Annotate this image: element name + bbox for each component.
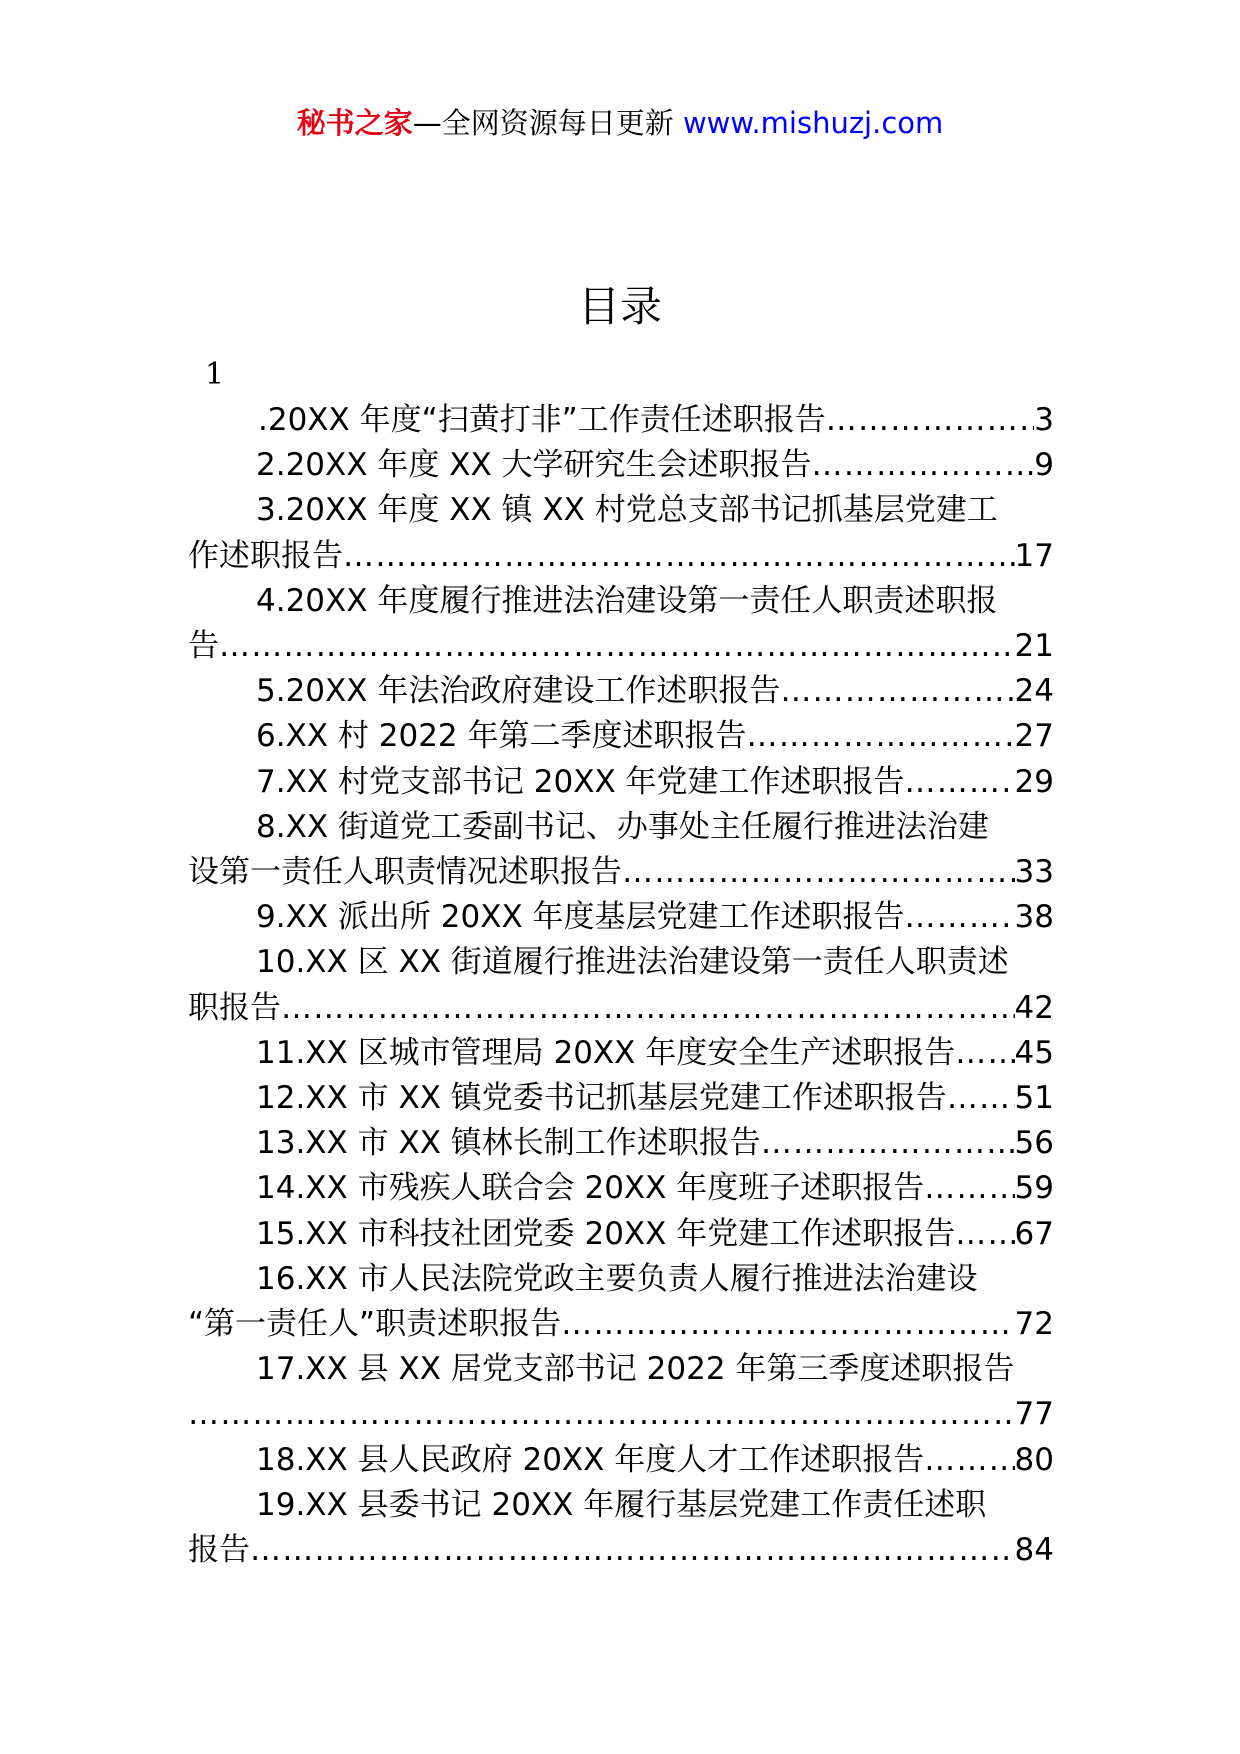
toc-leader-dots xyxy=(250,1528,1015,1573)
toc-leader-dots xyxy=(826,398,1035,443)
toc-entry[interactable] xyxy=(188,579,1054,669)
toc-entry-title: 9.XX 派出所 20XX 年度基层党建工作述职报告 xyxy=(256,899,905,936)
toc-leader-dots xyxy=(622,850,1015,895)
toc-leader-dots xyxy=(219,624,1015,669)
toc-line xyxy=(188,443,1054,488)
toc-entry-title: 14.XX 市残疾人联合会 20XX 年度班子述职报告 xyxy=(256,1170,925,1207)
toc-entry-title: 18.XX 县人民政府 20XX 年度人才工作述职报告 xyxy=(256,1441,925,1478)
toc-entry-title: 7.XX 村党支部书记 20XX 年党建工作述职报告 xyxy=(256,763,905,800)
toc-line xyxy=(188,534,1054,579)
toc-line xyxy=(188,1076,1054,1121)
toc-leader-dots xyxy=(905,760,1015,805)
toc-leader-dots xyxy=(780,669,1014,714)
toc-line xyxy=(188,1257,1054,1302)
toc-line xyxy=(188,1031,1054,1076)
toc-line xyxy=(188,488,1054,533)
toc-line xyxy=(188,760,1054,805)
toc-page-number: 17 xyxy=(1014,537,1054,574)
list-marker: 1 xyxy=(205,357,225,392)
toc-leader-dots xyxy=(561,1302,1014,1347)
toc-leader-dots xyxy=(343,534,1015,579)
toc-entry[interactable] xyxy=(188,488,1054,578)
toc-entry[interactable] xyxy=(188,1483,1054,1573)
toc-entry-title: 13.XX 市 XX 镇林长制工作述职报告 xyxy=(256,1125,761,1162)
table-of-contents xyxy=(188,398,1054,1573)
toc-entry-title: 4.20XX 年度履行推进法治建设第一责任人职责述职报 xyxy=(256,582,998,619)
toc-line xyxy=(188,579,1054,624)
toc-line xyxy=(188,1166,1054,1211)
toc-line xyxy=(188,1483,1054,1528)
toc-entry-title: 6.XX 村 2022 年第二季度述职报告 xyxy=(256,718,747,755)
toc-page-number: 42 xyxy=(1014,989,1054,1026)
toc-entry[interactable] xyxy=(188,940,1054,1030)
toc-entry[interactable] xyxy=(188,895,1054,940)
toc-entry-title: 8.XX 街道党工委副书记、办事处主任履行推进法治建 xyxy=(256,808,989,845)
toc-entry-title: 2.20XX 年度 XX 大学研究生会述职报告 xyxy=(256,447,812,484)
toc-entry-title: 15.XX 市科技社团党委 20XX 年党建工作述职报告 xyxy=(256,1215,956,1252)
site-url-link[interactable]: www.mishuzj.com xyxy=(682,106,944,140)
toc-entry-title: 职报告 xyxy=(188,989,281,1026)
toc-page-number: 9 xyxy=(1034,447,1054,484)
toc-page-number: 59 xyxy=(1014,1170,1054,1207)
toc-page-number: 67 xyxy=(1014,1215,1054,1252)
toc-page-number: 33 xyxy=(1014,854,1054,891)
toc-line xyxy=(188,1438,1054,1483)
toc-entry[interactable] xyxy=(188,1166,1054,1211)
toc-page-number: 27 xyxy=(1014,718,1054,755)
toc-entry[interactable] xyxy=(188,1031,1054,1076)
toc-entry-title: 作述职报告 xyxy=(188,537,343,574)
toc-line xyxy=(188,1528,1054,1573)
toc-entry[interactable] xyxy=(188,1257,1054,1347)
toc-leader-dots xyxy=(761,1121,1015,1166)
toc-line xyxy=(188,895,1054,940)
toc-entry[interactable] xyxy=(188,398,1054,443)
toc-page-number: 80 xyxy=(1014,1441,1054,1478)
toc-leader-dots xyxy=(947,1076,1015,1121)
toc-entry-title: 16.XX 市人民法院党政主要负责人履行推进法治建设 xyxy=(256,1260,978,1297)
toc-line xyxy=(188,1347,1054,1392)
toc-leader-dots xyxy=(955,1212,1014,1257)
toc-page-number: 72 xyxy=(1014,1306,1054,1343)
toc-leader-dots xyxy=(924,1166,1014,1211)
toc-entry-title: 19.XX 县委书记 20XX 年履行基层党建工作责任述职 xyxy=(256,1486,987,1523)
toc-entry[interactable] xyxy=(188,1121,1054,1166)
site-header xyxy=(0,98,1240,148)
toc-line xyxy=(188,669,1054,714)
toc-line xyxy=(188,714,1054,759)
toc-line xyxy=(188,986,1054,1031)
toc-leader-dots xyxy=(812,443,1035,488)
toc-entry[interactable] xyxy=(188,1347,1054,1437)
toc-entry[interactable] xyxy=(188,1438,1054,1483)
toc-line xyxy=(188,624,1054,669)
toc-line xyxy=(188,940,1054,985)
site-slogan: —全网资源每日更新 xyxy=(412,106,674,140)
toc-line xyxy=(188,1302,1054,1347)
toc-leader-dots xyxy=(747,714,1015,759)
toc-entry[interactable] xyxy=(188,805,1054,895)
toc-line xyxy=(188,805,1054,850)
toc-entry-title: .20XX 年度“扫黄打非”工作责任述职报告 xyxy=(258,402,826,438)
toc-entry-title: 设第一责任人职责情况述职报告 xyxy=(188,854,622,891)
toc-entry[interactable] xyxy=(188,1076,1054,1121)
toc-entry[interactable] xyxy=(188,669,1054,714)
toc-entry-title: 10.XX 区 XX 街道履行推进法治建设第一责任人职责述 xyxy=(256,944,1009,981)
toc-page-number: 24 xyxy=(1014,673,1054,710)
toc-page-number: 38 xyxy=(1014,899,1054,936)
toc-page-number: 3 xyxy=(1034,402,1054,438)
toc-leader-dots xyxy=(188,1392,1015,1437)
toc-line xyxy=(188,1212,1054,1257)
toc-page-number: 84 xyxy=(1014,1532,1054,1569)
page-title: 目录 xyxy=(577,282,662,331)
toc-line xyxy=(188,1392,1054,1437)
toc-entry[interactable] xyxy=(188,714,1054,759)
toc-entry-title: 12.XX 市 XX 镇党委书记抓基层党建工作述职报告 xyxy=(256,1080,947,1117)
toc-page-number: 51 xyxy=(1014,1080,1054,1117)
toc-page-number: 77 xyxy=(1014,1396,1054,1433)
toc-entry-title: “第一责任人”职责述职报告 xyxy=(188,1306,562,1343)
toc-page-number: 45 xyxy=(1014,1034,1054,1071)
toc-entry-title: 告 xyxy=(188,628,219,665)
toc-leader-dots xyxy=(905,895,1015,940)
toc-entry-title: 报告 xyxy=(188,1532,250,1569)
toc-line xyxy=(188,398,1054,443)
toc-entry-title: 3.20XX 年度 XX 镇 XX 村党总支部书记抓基层党建工 xyxy=(256,492,998,529)
toc-entry[interactable] xyxy=(188,443,1054,488)
toc-page-number: 21 xyxy=(1014,628,1054,665)
toc-line xyxy=(188,1121,1054,1166)
toc-leader-dots xyxy=(955,1031,1014,1076)
toc-line xyxy=(188,850,1054,895)
toc-entry-title: 17.XX 县 XX 居党支部书记 2022 年第三季度述职报告 xyxy=(256,1351,1015,1388)
toc-page-number: 29 xyxy=(1014,763,1054,800)
toc-leader-dots xyxy=(924,1438,1014,1483)
toc-entry-title: 5.20XX 年法治政府建设工作述职报告 xyxy=(256,673,781,710)
toc-leader-dots xyxy=(281,986,1015,1031)
site-brand: 秘书之家 xyxy=(296,106,413,140)
toc-page-number: 56 xyxy=(1014,1125,1054,1162)
toc-entry[interactable] xyxy=(188,760,1054,805)
toc-entry-title: 11.XX 区城市管理局 20XX 年度安全生产述职报告 xyxy=(256,1034,956,1071)
toc-entry[interactable] xyxy=(188,1212,1054,1257)
